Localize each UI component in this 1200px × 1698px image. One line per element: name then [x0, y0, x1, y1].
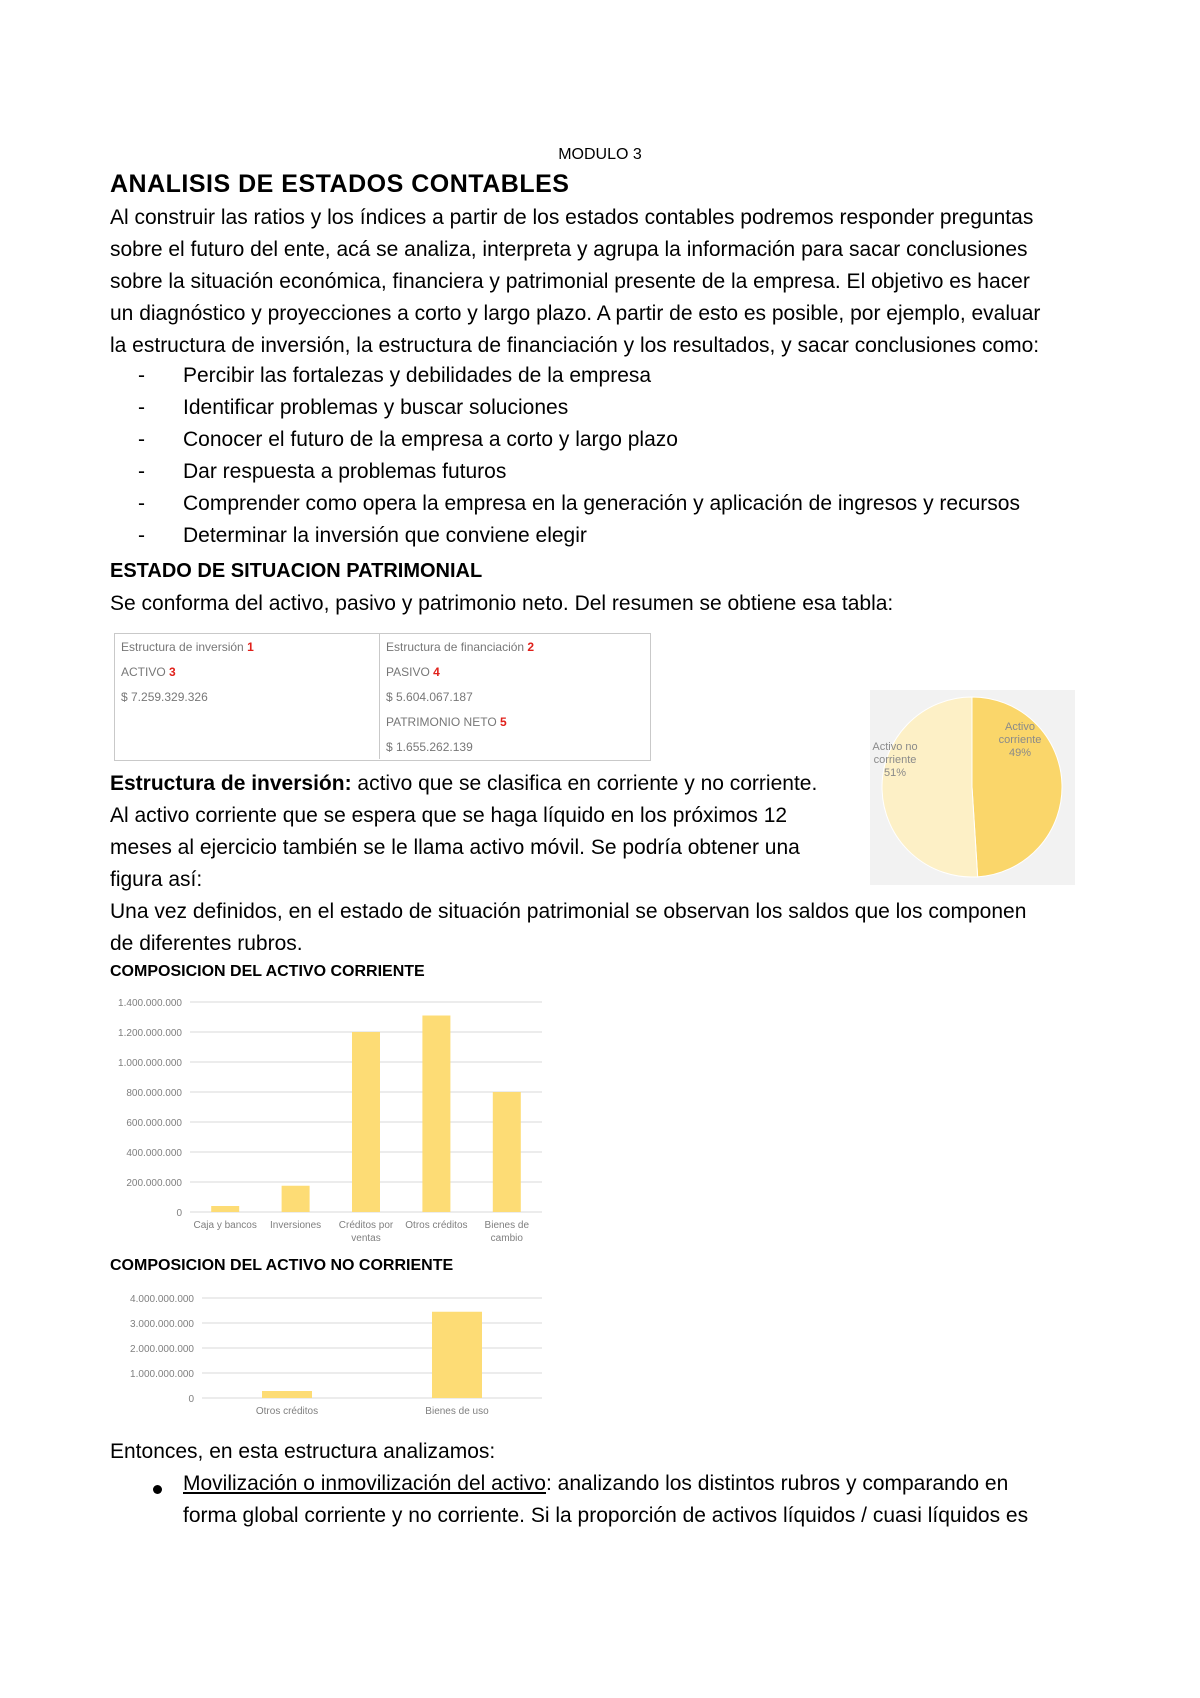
bar: [262, 1391, 312, 1398]
closing-line: Entonces, en esta estructura analizamos:: [110, 1440, 496, 1463]
bar-chart-current-assets: [110, 985, 550, 1250]
inversion-line: meses al ejercicio también se le llama activo móvil. Se podría obtener una: [110, 836, 800, 859]
y-tick-label: 600.000.000: [126, 1118, 182, 1129]
bar: [282, 1186, 310, 1212]
pie-label: Activo: [1005, 721, 1035, 733]
x-tick-label: Inversiones: [270, 1220, 322, 1231]
x-tick-label: Bienes de uso: [425, 1406, 489, 1417]
inversion-line: figura así:: [110, 868, 203, 891]
y-tick-label: 3.000.000.000: [130, 1319, 194, 1330]
x-tick-label: ventas: [351, 1233, 381, 1244]
table-cell-value: $ 7.259.329.326: [121, 690, 208, 704]
bar: [211, 1206, 239, 1212]
list-item: Dar respuesta a problemas futuros: [183, 460, 507, 483]
y-tick-label: 400.000.000: [126, 1148, 182, 1159]
y-tick-label: 4.000.000.000: [130, 1294, 194, 1305]
bullet-dash: -: [138, 364, 145, 387]
page-title: ANALISIS DE ESTADOS CONTABLES: [110, 170, 570, 198]
inversion-line: Al activo corriente que se espera que se haga líquido en los próximos 12: [110, 804, 788, 827]
pie-label: corriente: [998, 734, 1042, 746]
bullet-dot: [153, 1485, 162, 1494]
module-header: MODULO 3: [558, 146, 642, 163]
table-cell-label: PASIVO 4: [386, 665, 440, 679]
section-heading: ESTADO DE SITUACION PATRIMONIAL: [110, 560, 483, 582]
closing-bullet: Movilización o inmovilización del activo: analizando los distintos rubros y comparando en: [183, 1472, 1009, 1495]
bar: [493, 1092, 521, 1212]
inversion-line: de diferentes rubros.: [110, 932, 303, 955]
y-tick-label: 800.000.000: [126, 1088, 182, 1099]
bullet-dash: -: [138, 460, 145, 483]
inversion-line: Una vez definidos, en el estado de situación patrimonial se observan los saldos que los componen: [110, 900, 1027, 923]
y-tick-label: 0: [176, 1208, 182, 1219]
x-tick-label: Otros créditos: [255, 1406, 319, 1417]
bar-chart-noncurrent-assets: [110, 1283, 550, 1428]
x-tick-label: Otros créditos: [405, 1220, 468, 1231]
y-tick-label: 1.200.000.000: [118, 1028, 182, 1039]
x-tick-label: cambio: [490, 1233, 523, 1244]
y-tick-label: 200.000.000: [126, 1178, 182, 1189]
bullet-dash: -: [138, 524, 145, 547]
y-tick-label: 0: [188, 1394, 194, 1405]
table-cell-title: Estructura de financiación 2: [386, 640, 535, 654]
table-divider: [379, 633, 380, 759]
section-line: Se conforma del activo, pasivo y patrimonio neto. Del resumen se obtiene esa tabla:: [110, 592, 894, 615]
table-cell-value: $ 1.655.262.139: [386, 740, 473, 754]
pie-label: corriente: [873, 754, 917, 766]
x-tick-label: Bienes de: [484, 1220, 530, 1231]
pie-label: 51%: [883, 767, 907, 779]
bar: [422, 1016, 450, 1213]
bullet-dash: -: [138, 428, 145, 451]
table-cell-label: PATRIMONIO NETO 5: [386, 715, 507, 729]
bullet-dash: -: [138, 492, 145, 515]
table-cell-title: Estructura de inversión 1: [121, 640, 254, 654]
list-item: Identificar problemas y buscar soluciones: [183, 396, 569, 419]
list-item: Conocer el futuro de la empresa a corto y largo plazo: [183, 428, 678, 451]
list-item: Determinar la inversión que conviene elegir: [183, 524, 587, 547]
bar: [352, 1032, 380, 1212]
pie-chart: [870, 690, 1075, 885]
intro-line: Al construir las ratios y los índices a partir de los estados contables podremos responder preguntas: [110, 206, 1034, 229]
chart-title: COMPOSICION DEL ACTIVO NO CORRIENTE: [110, 1257, 454, 1274]
table-cell-value: $ 5.604.067.187: [386, 690, 473, 704]
pie-label: Activo no: [872, 741, 918, 753]
y-tick-label: 1.400.000.000: [118, 998, 182, 1009]
list-item: Percibir las fortalezas y debilidades de la empresa: [183, 364, 652, 387]
intro-line: un diagnóstico y proyecciones a corto y largo plazo. A partir de esto es posible, por ejemplo, evaluar: [110, 302, 1041, 325]
bar: [432, 1312, 482, 1398]
x-tick-label: Créditos por: [338, 1220, 394, 1231]
bullet-dash: -: [138, 396, 145, 419]
intro-line: sobre el futuro del ente, acá se analiza, interpreta y agrupa la información para sacar conclusiones: [110, 238, 1028, 261]
table-cell-label: ACTIVO 3: [121, 665, 176, 679]
x-tick-label: Caja y bancos: [193, 1220, 257, 1231]
y-tick-label: 2.000.000.000: [130, 1344, 194, 1355]
inversion-line: Estructura de inversión: activo que se clasifica en corriente y no corriente.: [110, 772, 818, 795]
pie-label: 49%: [1008, 747, 1032, 759]
intro-line: la estructura de inversión, la estructura de financiación y los resultados, y sacar conclusiones como:: [110, 334, 1040, 357]
chart-title: COMPOSICION DEL ACTIVO CORRIENTE: [110, 963, 425, 980]
intro-line: sobre la situación económica, financiera y patrimonial presente de la empresa. El objetivo es hacer: [110, 270, 1030, 293]
closing-bullet-line2: forma global corriente y no corriente. Si la proporción de activos líquidos / cuasi líquidos es: [183, 1504, 1029, 1527]
list-item: Comprender como opera la empresa en la generación y aplicación de ingresos y recursos: [183, 492, 1020, 515]
y-tick-label: 1.000.000.000: [118, 1058, 182, 1069]
y-tick-label: 1.000.000.000: [130, 1369, 194, 1380]
